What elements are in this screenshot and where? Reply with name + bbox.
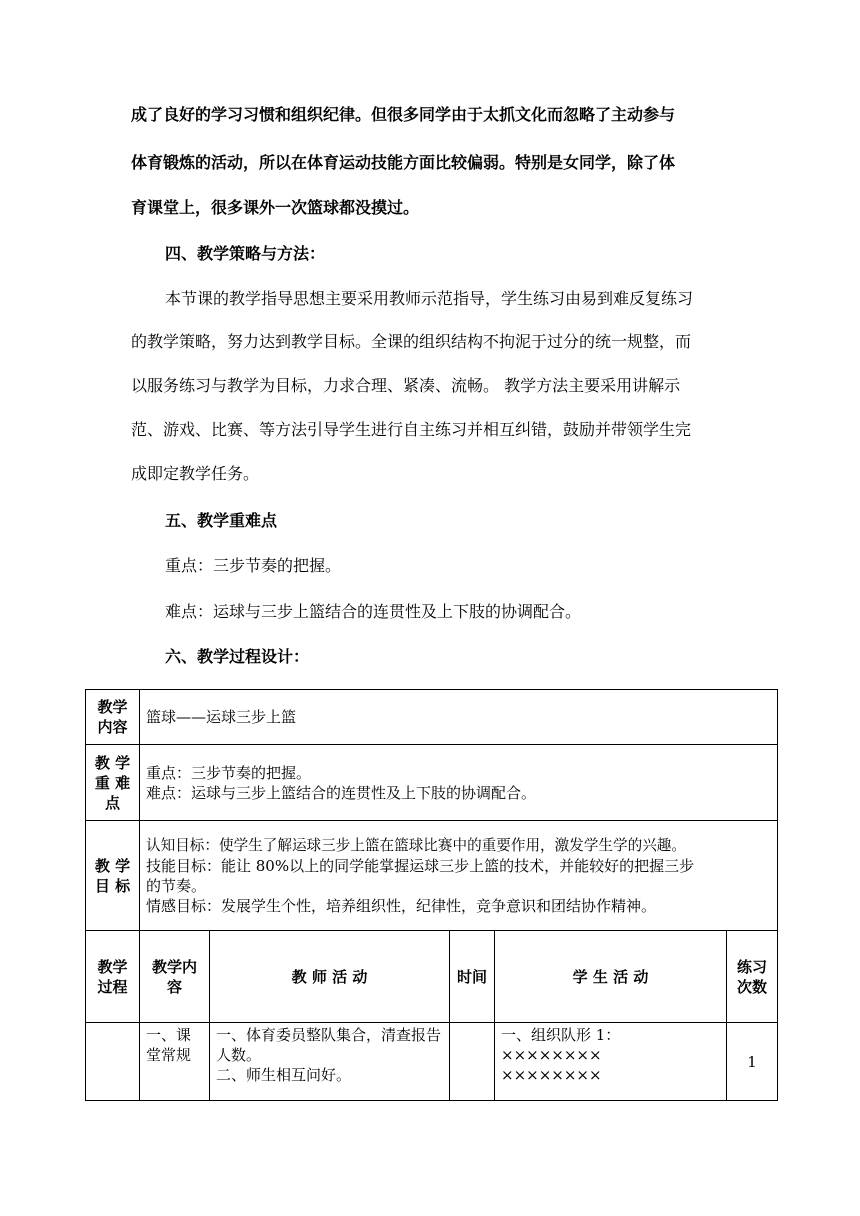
formation-row-2: ×××××××× — [501, 1066, 602, 1084]
paragraph-line: 体育锻炼的活动，所以在体育运动技能方面比较偏弱。特别是女同学，除了体 — [131, 153, 676, 172]
lesson-content-value: 篮球——运球三步上篮 — [140, 690, 778, 745]
goal-skill-cont: 的节奏。 — [146, 876, 207, 895]
process-cell — [86, 1023, 140, 1101]
paragraph-line: 本节课的教学指导思想主要采用教师示范指导，学生练习由易到难反复练习 — [165, 289, 694, 308]
goal-cognitive: 认知目标：使学生了解运球三步上篮在篮球比赛中的重要作用，激发学生学的兴趣。 — [146, 836, 686, 854]
header-student-activity: 学 生 活 动 — [495, 931, 727, 1023]
keypoints-cell — [140, 745, 778, 821]
student-activity-1: 一、组织队形 1： — [501, 1026, 621, 1044]
lesson-plan-table — [85, 689, 778, 1101]
student-activity-cell — [495, 1023, 727, 1101]
header-practice-times: 练习次数 — [727, 931, 778, 1023]
formation-row-1: ×××××××× — [501, 1046, 602, 1064]
table-row — [86, 690, 778, 745]
teacher-activity-1: 一、体育委员整队集合，清查报告人数。 — [216, 1026, 442, 1064]
paragraph-line: 成即定教学任务。 — [131, 464, 260, 483]
time-cell — [450, 1023, 495, 1101]
difficult-point: 难点：运球与三步上篮结合的连贯性及上下肢的协调配合。 — [165, 602, 582, 621]
row-label-goals: 教 学 目 标 — [86, 821, 140, 931]
section-heading-4: 四、教学策略与方法： — [165, 244, 326, 263]
content-cell: 一、课堂常规 — [140, 1023, 210, 1101]
teacher-activity-2: 二、师生相互问好。 — [216, 1066, 352, 1084]
row-label-content: 教学内容 — [86, 690, 140, 745]
goal-affective: 情感目标：发展学生个性，培养组织性，纪律性，竞争意识和团结协作精神。 — [146, 896, 657, 915]
section-heading-5: 五、教学重难点 — [165, 511, 278, 530]
table-row — [86, 745, 778, 821]
section-heading-6: 六、教学过程设计： — [165, 647, 310, 666]
paragraph-line: 以服务练习与教学为目标，力求合理、紧凑、流畅。 教学方法主要采用讲解示 — [131, 376, 681, 395]
paragraph-line: 成了良好的学习习惯和组织纪律。但很多同学由于太抓文化而忽略了主动参与 — [131, 105, 676, 124]
header-content: 教学内容 — [140, 931, 210, 1023]
paragraph-line: 育课堂上，很多课外一次篮球都没摸过。 — [131, 198, 420, 217]
practice-times-cell: 1 — [727, 1023, 778, 1101]
table-row — [86, 821, 778, 931]
goals-cell — [140, 821, 778, 931]
paragraph-line: 范、游戏、比赛、等方法引导学生进行自主练习并相互纠错，鼓励并带领学生完 — [131, 420, 692, 439]
goal-skill: 技能目标：能让 80%以上的同学能掌握运球三步上篮的技术，并能较好的把握三步 — [146, 856, 695, 875]
table-header-row — [86, 931, 778, 1023]
row-label-keypoints: 教 学 重 难 点 — [86, 745, 140, 821]
teacher-activity-cell — [210, 1023, 450, 1101]
header-time: 时间 — [450, 931, 495, 1023]
key-point: 重点：三步节奏的把握。 — [165, 556, 342, 575]
paragraph-line: 的教学策略，努力达到教学目标。全课的组织结构不拘泥于过分的统一规整，而 — [131, 332, 692, 351]
table-row — [86, 1023, 778, 1101]
header-process: 教学过程 — [86, 931, 140, 1023]
keypoint-line: 重点：三步节奏的把握。 — [146, 763, 312, 782]
header-teacher-activity: 教 师 活 动 — [210, 931, 450, 1023]
difficulty-line: 难点：运球与三步上篮结合的连贯性及上下肢的协调配合。 — [146, 783, 537, 802]
